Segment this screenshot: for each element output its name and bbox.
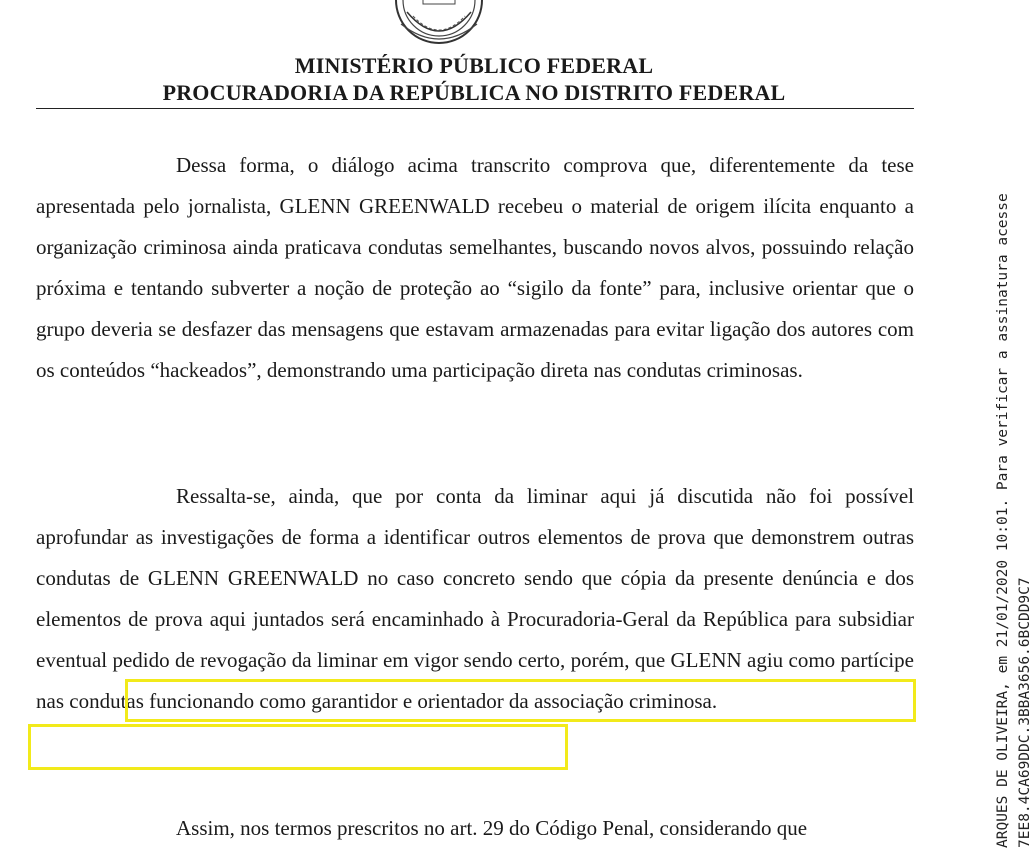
coat-of-arms-seal xyxy=(393,0,485,46)
paragraph-1-text: Dessa forma, o diálogo acima transcrito comprova que, diferentemente da tese apresentada pelo jornalista, GLENN GREENWALD recebeu o material de origem ilícita enquanto a organização criminosa ainda praticava condutas semelhantes, buscando novos alvos, possuindo relação próxima e tentando subverter a noção de proteção ao “sigilo da fonte” para, inclusive orientar que o grupo deveria se desfazer das mensagens que estavam armazenadas para evitar ligação dos autores com os conteúdos “hackeados”, demonstrando uma participação direta nas condutas criminosas. xyxy=(36,153,914,382)
paragraph-3-text: Assim, nos termos prescritos no art. 29 do Código Penal, considerando que xyxy=(176,816,808,840)
signature-side-stamp xyxy=(992,88,1036,848)
header-divider xyxy=(36,108,914,109)
paragraph-1 xyxy=(36,145,914,391)
signature-stamp-line-2: 7EE8.4CA69DDC.3BBA3656.6BCDD9C7 xyxy=(1017,577,1033,848)
paragraph-3 xyxy=(36,808,914,849)
signature-stamp-line-1: ARQUES DE OLIVEIRA, em 21/01/2020 10:01. Para verificar a assinatura acesse xyxy=(995,193,1011,848)
paragraph-2-text: Ressalta-se, ainda, que por conta da liminar aqui já discutida não foi possível aprofundar as investigações de forma a identificar outros elementos de prova que demonstrem outras condutas de GLENN GREENWALD no caso concreto sendo que cópia da presente denúncia e dos elementos de prova aqui juntados será encaminhado à Procuradoria-Geral da República para subsidiar eventual pedido de revogação da liminar em vigor sendo certo, porém, que GLENN agiu como partícipe nas condutas funcionando como garantidor e orientador da associação criminosa. xyxy=(36,484,914,713)
highlight-box-line-2 xyxy=(28,724,568,770)
highlight-box-line-1 xyxy=(125,679,916,722)
header-ministry: MINISTÉRIO PÚBLICO FEDERAL xyxy=(294,53,654,78)
header-procuradoria: PROCURADORIA DA REPÚBLICA NO DISTRITO FEDERAL xyxy=(162,80,786,105)
